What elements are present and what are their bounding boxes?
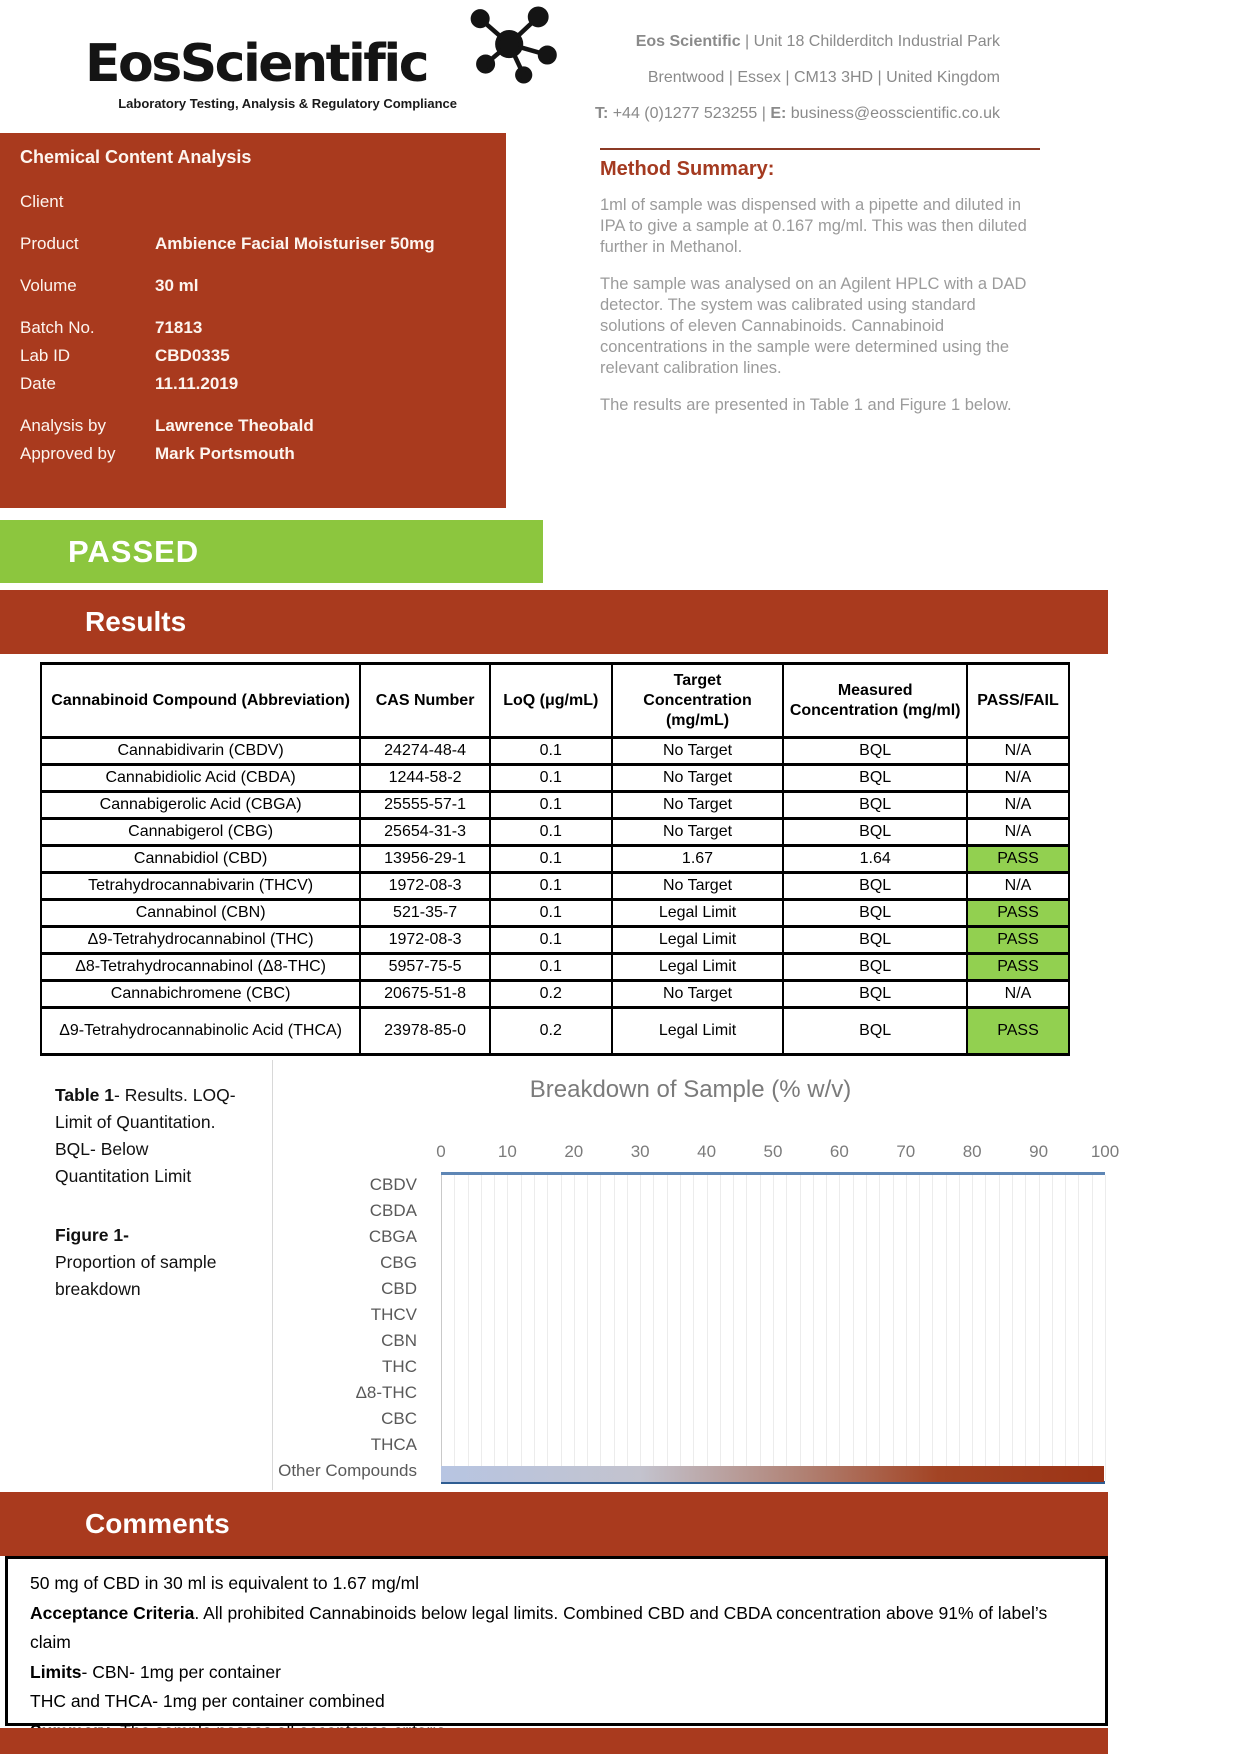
info-label: Product xyxy=(20,234,79,253)
gridline xyxy=(906,1175,907,1481)
info-value: 11.11.2019 xyxy=(155,374,239,393)
cell-target: No Target xyxy=(612,738,784,765)
cell-cas: 521-35-7 xyxy=(360,900,490,927)
info-row-volume xyxy=(20,276,486,296)
cell-measured: 1.64 xyxy=(783,846,967,873)
cell-measured: BQL xyxy=(783,738,967,765)
x-tick-label: 90 xyxy=(1029,1142,1049,1161)
comment-line xyxy=(30,1658,1083,1688)
gridline xyxy=(1078,1175,1079,1481)
gridline xyxy=(561,1175,562,1481)
cell-measured: BQL xyxy=(783,981,967,1008)
cell-loq: 0.1 xyxy=(490,765,612,792)
cell-target: No Target xyxy=(612,792,784,819)
table-row xyxy=(41,873,1069,900)
table-row xyxy=(41,954,1069,981)
comment-text: - CBN- 1mg per container xyxy=(81,1661,281,1682)
gridline xyxy=(1012,1175,1013,1481)
header-compound: Cannabinoid Compound (Abbreviation) xyxy=(41,664,360,738)
x-tick-label: 40 xyxy=(697,1142,717,1161)
cell-cas: 23978-85-0 xyxy=(360,1008,490,1055)
results-table-body xyxy=(41,738,1069,1055)
cell-result: N/A xyxy=(967,738,1069,765)
comment-text: 50 mg of CBD in 30 ml is equivalent to 1.67 mg/ml xyxy=(30,1573,420,1593)
x-tick-label: 10 xyxy=(497,1142,517,1161)
cell-measured: BQL xyxy=(783,792,967,819)
y-category-label: CBDA xyxy=(369,1201,417,1220)
gridline xyxy=(667,1175,668,1481)
info-value: 71813 xyxy=(155,318,203,337)
gridline xyxy=(879,1175,880,1481)
gridline xyxy=(946,1175,947,1481)
chart-x-axis xyxy=(436,1142,1120,1162)
figure-caption-label: Figure 1- xyxy=(55,1225,129,1245)
sample-breakdown-chart xyxy=(272,1060,1120,1490)
contact-phone-email xyxy=(595,96,1000,132)
address-part: | Unit 18 Childerditch Industrial Park xyxy=(740,33,1000,50)
cell-compound: Cannabichromene (CBC) xyxy=(41,981,360,1008)
cell-compound: Cannabigerol (CBG) xyxy=(41,819,360,846)
comment-bold-label: Limits xyxy=(30,1661,82,1682)
cell-cas: 5957-75-5 xyxy=(360,954,490,981)
gridline xyxy=(985,1175,986,1481)
table-row xyxy=(41,981,1069,1008)
method-paragraph: The sample was analysed on an Agilent HPLC with a DAD detector. The system was calibrated using standard solutions of eleven Cannabinoids. Cannabinoid concentrations in the sample were determined using the relevant calibration lines. xyxy=(600,275,1027,377)
info-value: CBD0335 xyxy=(155,346,230,365)
cell-result: PASS xyxy=(967,900,1069,927)
status-banner-passed: PASSED xyxy=(0,520,543,583)
chart-title: Breakdown of Sample (% w/v) xyxy=(529,1076,852,1103)
cell-compound: Cannabidivarin (CBDV) xyxy=(41,738,360,765)
cell-compound: Δ8-Tetrahydrocannabinol (Δ8-THC) xyxy=(41,954,360,981)
cell-cas: 1972-08-3 xyxy=(360,873,490,900)
gridline xyxy=(999,1175,1000,1481)
email-address: business@eosscientific.co.uk xyxy=(786,105,1000,122)
cell-result: N/A xyxy=(967,765,1069,792)
comment-line xyxy=(30,1599,1083,1658)
cell-measured: BQL xyxy=(783,927,967,954)
gridline xyxy=(786,1175,787,1481)
header-cas: CAS Number xyxy=(360,664,490,738)
header-loq: LoQ (μg/mL) xyxy=(490,664,612,738)
gridline xyxy=(826,1175,827,1481)
results-title: Results xyxy=(85,606,187,637)
logo-wordmark: EosScientific xyxy=(85,34,428,94)
gridline xyxy=(1025,1175,1026,1481)
x-tick-label: 80 xyxy=(962,1142,982,1161)
gridline xyxy=(760,1175,761,1481)
info-label: Client xyxy=(20,192,64,211)
info-row-lab-id xyxy=(20,346,486,366)
figure-captions xyxy=(55,1082,247,1303)
cell-compound: Cannabidiol (CBD) xyxy=(41,846,360,873)
cell-loq: 0.1 xyxy=(490,873,612,900)
cell-result: N/A xyxy=(967,792,1069,819)
x-tick-label: 50 xyxy=(763,1142,783,1161)
figure-caption xyxy=(55,1222,247,1303)
gridline xyxy=(468,1175,469,1481)
gridline xyxy=(614,1175,615,1481)
header-passfail: PASS/FAIL xyxy=(967,664,1069,738)
info-row-analysis-by xyxy=(20,416,486,436)
gridline xyxy=(653,1175,654,1481)
table-row xyxy=(41,738,1069,765)
table-caption xyxy=(55,1082,247,1190)
cell-cas: 1244-58-2 xyxy=(360,765,490,792)
info-value: Lawrence Theobald xyxy=(155,416,314,435)
cell-cas: 25654-31-3 xyxy=(360,819,490,846)
gridline xyxy=(1092,1175,1093,1481)
company-name: Eos Scientific xyxy=(635,33,741,50)
cell-result: N/A xyxy=(967,873,1069,900)
gridline xyxy=(800,1175,801,1481)
info-rows xyxy=(20,192,486,464)
logo-tagline: Laboratory Testing, Analysis & Regulatory Compliance xyxy=(118,96,457,111)
cell-loq: 0.1 xyxy=(490,738,612,765)
cell-target: No Target xyxy=(612,981,784,1008)
gridline xyxy=(441,1175,442,1481)
y-category-label: THCV xyxy=(370,1305,417,1324)
info-box-title: Chemical Content Analysis xyxy=(20,147,252,167)
info-row-product xyxy=(20,234,486,254)
gridline xyxy=(1105,1175,1106,1481)
cell-compound: Cannabinol (CBN) xyxy=(41,900,360,927)
cell-loq: 0.2 xyxy=(490,1008,612,1055)
gridline xyxy=(600,1175,601,1481)
cell-result: PASS xyxy=(967,1008,1069,1055)
method-summary xyxy=(600,148,1040,432)
gridline xyxy=(521,1175,522,1481)
gridline xyxy=(481,1175,482,1481)
cell-loq: 0.2 xyxy=(490,981,612,1008)
y-category-label: CBD xyxy=(381,1279,417,1298)
gridline xyxy=(507,1175,508,1481)
cell-measured: BQL xyxy=(783,765,967,792)
cell-measured: BQL xyxy=(783,954,967,981)
cell-compound: Δ9-Tetrahydrocannabinol (THC) xyxy=(41,927,360,954)
cell-cas: 20675-51-8 xyxy=(360,981,490,1008)
gridline xyxy=(733,1175,734,1481)
table-caption-label: Table 1 xyxy=(55,1085,115,1105)
gridline xyxy=(919,1175,920,1481)
y-category-label: CBDV xyxy=(369,1175,417,1194)
cell-result: N/A xyxy=(967,819,1069,846)
comment-line xyxy=(30,1687,1083,1717)
figure-caption-text: Proportion of sample breakdown xyxy=(55,1252,217,1299)
gridline xyxy=(494,1175,495,1481)
info-label: Analysis by xyxy=(20,416,106,435)
cell-target: 1.67 xyxy=(612,846,784,873)
gridline xyxy=(866,1175,867,1481)
table-row xyxy=(41,900,1069,927)
chart-y-axis xyxy=(273,1172,429,1484)
cell-loq: 0.1 xyxy=(490,846,612,873)
cell-compound: Cannabidiolic Acid (CBDA) xyxy=(41,765,360,792)
y-category-label: CBC xyxy=(381,1409,417,1428)
comment-bold-label: Acceptance Criteria xyxy=(30,1602,195,1623)
method-summary-heading: Method Summary: xyxy=(600,158,775,180)
gridline xyxy=(813,1175,814,1481)
info-row-client xyxy=(20,192,486,212)
y-category-label: THCA xyxy=(370,1435,417,1454)
comments-box xyxy=(5,1556,1108,1726)
gridline xyxy=(853,1175,854,1481)
contact-address-line2: Brentwood | Essex | CM13 3HD | United Kingdom xyxy=(647,69,1000,86)
phone-number: +44 (0)1277 523255 | xyxy=(608,105,771,122)
gridline xyxy=(693,1175,694,1481)
table-row xyxy=(41,819,1069,846)
cell-target: No Target xyxy=(612,873,784,900)
cell-cas: 13956-29-1 xyxy=(360,846,490,873)
table-row xyxy=(41,792,1069,819)
cell-cas: 1972-08-3 xyxy=(360,927,490,954)
info-value: Mark Portsmouth xyxy=(155,444,295,463)
chart-plot-area xyxy=(441,1172,1105,1484)
cell-cas: 24274-48-4 xyxy=(360,738,490,765)
gridline xyxy=(972,1175,973,1481)
gridline xyxy=(1039,1175,1040,1481)
cell-measured: BQL xyxy=(783,819,967,846)
gridline xyxy=(547,1175,548,1481)
gridline xyxy=(454,1175,455,1481)
cell-target: Legal Limit xyxy=(612,900,784,927)
gridline xyxy=(680,1175,681,1481)
contact-info xyxy=(595,24,1000,132)
info-label: Volume xyxy=(20,276,77,295)
method-paragraph: The results are presented in Table 1 and Figure 1 below. xyxy=(600,396,1012,414)
header-target: Target Concentration (mg/mL) xyxy=(612,664,784,738)
gridline xyxy=(773,1175,774,1481)
table-row xyxy=(41,927,1069,954)
x-tick-label: 0 xyxy=(436,1142,446,1161)
method-divider xyxy=(600,148,1040,150)
cell-loq: 0.1 xyxy=(490,792,612,819)
info-label: Date xyxy=(20,374,56,393)
cell-target: No Target xyxy=(612,765,784,792)
cell-target: Legal Limit xyxy=(612,954,784,981)
eos-logo xyxy=(85,6,485,126)
phone-label: T: xyxy=(594,105,609,122)
gridline xyxy=(1065,1175,1066,1481)
footer-bar xyxy=(0,1728,1108,1754)
x-tick-label: 70 xyxy=(896,1142,916,1161)
results-table-header xyxy=(41,664,1069,738)
gridline xyxy=(707,1175,708,1481)
y-category-label: CBGA xyxy=(368,1227,417,1246)
method-paragraph: 1ml of sample was dispensed with a pipette and diluted in IPA to give a sample at 0.167 mg/ml. This was then diluted further in Methanol. xyxy=(600,196,1027,256)
gridline xyxy=(534,1175,535,1481)
x-tick-label: 30 xyxy=(630,1142,650,1161)
y-category-label: THC xyxy=(382,1357,417,1376)
cell-measured: BQL xyxy=(783,873,967,900)
gridline xyxy=(640,1175,641,1481)
cell-result: PASS xyxy=(967,954,1069,981)
comment-text: THC and THCA- 1mg per container combined xyxy=(30,1691,385,1711)
y-category-label: CBN xyxy=(381,1331,417,1350)
y-category-label: Δ8-THC xyxy=(355,1383,417,1402)
bar-other-compounds xyxy=(441,1466,1104,1482)
cell-loq: 0.1 xyxy=(490,819,612,846)
info-row-date xyxy=(20,374,486,394)
cell-loq: 0.1 xyxy=(490,900,612,927)
table-row xyxy=(41,1008,1069,1055)
y-category-label: CBG xyxy=(380,1253,417,1272)
gridline xyxy=(746,1175,747,1481)
gridline xyxy=(574,1175,575,1481)
table-row xyxy=(41,846,1069,873)
cell-result: N/A xyxy=(967,981,1069,1008)
info-value: Ambience Facial Moisturiser 50mg xyxy=(155,234,435,253)
cell-compound: Δ9-Tetrahydrocannabinolic Acid (THCA) xyxy=(41,1008,360,1055)
cell-compound: Cannabigerolic Acid (CBGA) xyxy=(41,792,360,819)
cell-loq: 0.1 xyxy=(490,954,612,981)
gridline xyxy=(587,1175,588,1481)
info-label: Approved by xyxy=(20,444,116,463)
info-value: 30 ml xyxy=(155,276,199,295)
gridline xyxy=(839,1175,840,1481)
molecule-icon xyxy=(465,6,557,84)
comments-section-banner xyxy=(0,1492,1108,1556)
x-tick-label: 20 xyxy=(564,1142,584,1161)
email-label: E: xyxy=(770,105,787,122)
info-row-approved-by xyxy=(20,444,486,464)
info-row-batch-no- xyxy=(20,318,486,338)
results-section-banner xyxy=(0,590,1108,654)
header-measured: Measured Concentration (mg/ml) xyxy=(783,664,967,738)
gridline xyxy=(1052,1175,1053,1481)
cell-result: PASS xyxy=(967,927,1069,954)
gridline xyxy=(893,1175,894,1481)
x-tick-label: 100 xyxy=(1090,1142,1120,1161)
cell-measured: BQL xyxy=(783,1008,967,1055)
comments-title: Comments xyxy=(85,1508,230,1539)
gridline xyxy=(720,1175,721,1481)
comment-text: . All prohibited Cannabinoids below legal limits. Combined CBD and CBDA concentration above 91% of label’s claim xyxy=(30,1602,1048,1652)
info-label: Batch No. xyxy=(20,318,95,337)
x-tick-label: 60 xyxy=(829,1142,849,1161)
results-table xyxy=(40,662,1070,1056)
gridline xyxy=(932,1175,933,1481)
gridline xyxy=(627,1175,628,1481)
cell-measured: BQL xyxy=(783,900,967,927)
info-label: Lab ID xyxy=(20,346,71,365)
cell-compound: Tetrahydrocannabivarin (THCV) xyxy=(41,873,360,900)
table-row xyxy=(41,765,1069,792)
sample-info-box xyxy=(0,133,506,508)
comment-line xyxy=(30,1569,1083,1599)
y-category-label: Other Compounds xyxy=(278,1461,417,1480)
cell-target: No Target xyxy=(612,819,784,846)
cell-cas: 25555-57-1 xyxy=(360,792,490,819)
contact-address-line1 xyxy=(595,24,1000,60)
cell-result: PASS xyxy=(967,846,1069,873)
gridline xyxy=(959,1175,960,1481)
cell-target: Legal Limit xyxy=(612,1008,784,1055)
cell-loq: 0.1 xyxy=(490,927,612,954)
table-caption-text: - Results. LOQ- Limit of Quantitation. BQL- Below Quantitation Limit xyxy=(55,1085,236,1186)
cell-target: Legal Limit xyxy=(612,927,784,954)
